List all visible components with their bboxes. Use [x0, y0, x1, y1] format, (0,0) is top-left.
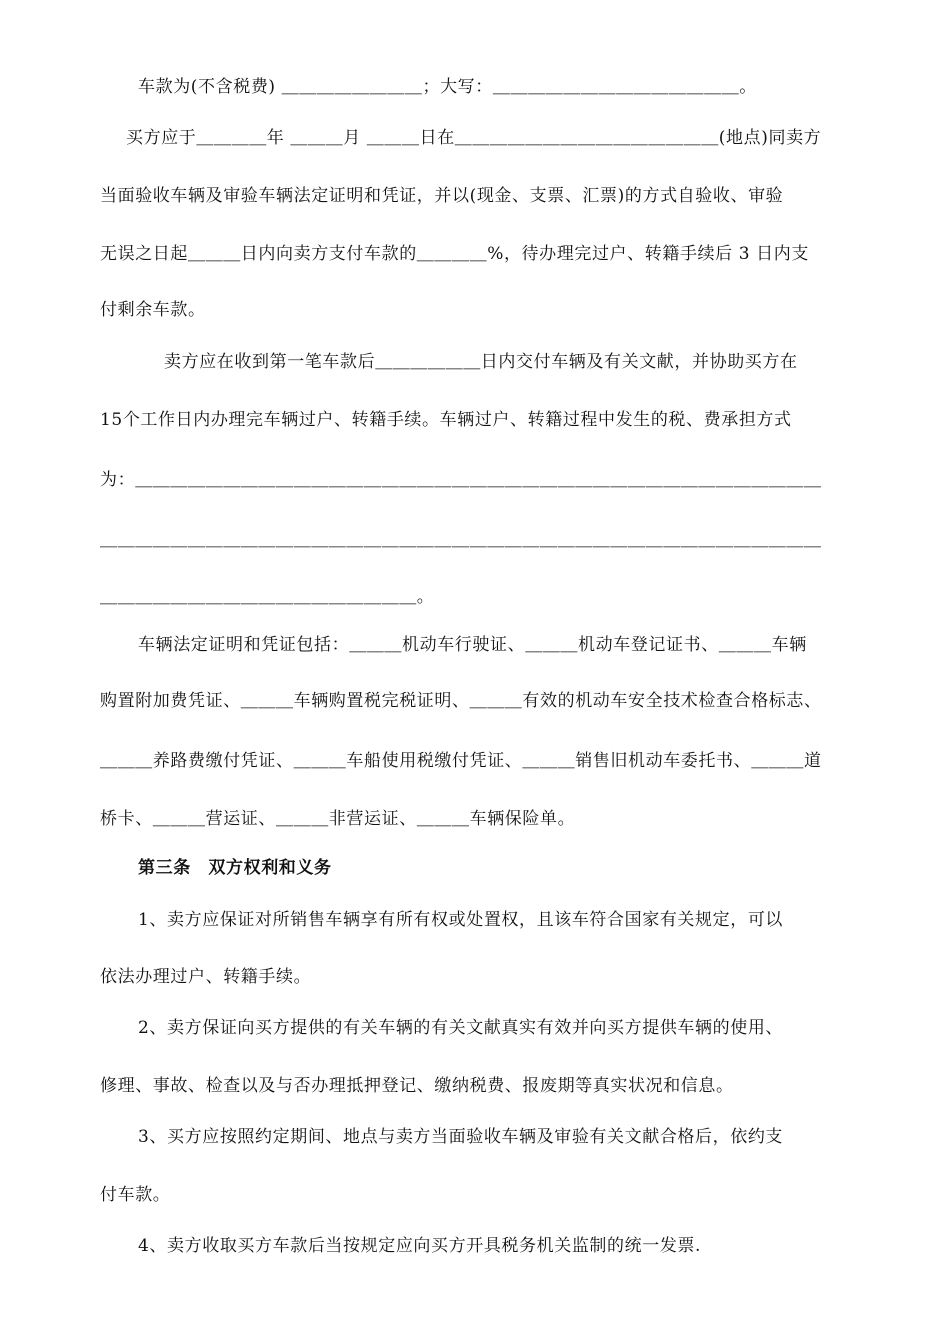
paragraph-line: 依法办理过户、转籍手续。	[100, 967, 312, 987]
paragraph-line: 修理、事故、检查以及与否办理抵押登记、缴纳税费、报废期等真实状况和信息。	[100, 1076, 734, 1096]
paragraph-line: 付车款。	[100, 1185, 171, 1205]
paragraph-line: 车辆法定证明和凭证包括：＿＿＿机动车行驶证、＿＿＿机动车登记证书、＿＿＿车辆	[138, 635, 807, 655]
paragraph-line: ＿＿＿＿＿＿＿＿＿＿＿＿＿＿＿＿＿＿。	[100, 587, 435, 607]
paragraph-line: 4、卖方收取买方车款后当按规定应向买方开具税务机关监制的统一发票.	[138, 1236, 702, 1256]
paragraph-line: 15个工作日内办理完车辆过户、转籍手续。车辆过户、转籍过程中发生的税、费承担方式	[100, 410, 792, 430]
paragraph-line: ＿＿＿养路费缴付凭证、＿＿＿车船使用税缴付凭证、＿＿＿销售旧机动车委托书、＿＿＿道	[100, 751, 822, 771]
paragraph-line: 付剩余车款。	[100, 300, 206, 320]
paragraph-line: 桥卡、＿＿＿营运证、＿＿＿非营运证、＿＿＿车辆保险单。	[100, 809, 576, 829]
paragraph-line: 购置附加费凭证、＿＿＿车辆购置税完税证明、＿＿＿有效的机动车安全技术检查合格标志、	[100, 691, 822, 711]
paragraph-line: 3、买方应按照约定期间、地点与卖方当面验收车辆及审验有关文献合格后，依约支	[138, 1127, 784, 1147]
paragraph-line: 2、卖方保证向买方提供的有关车辆的有关文献真实有效并向买方提供车辆的使用、	[138, 1018, 784, 1038]
paragraph-line: 1、卖方应保证对所销售车辆享有所有权或处置权，且该车符合国家有关规定，可以	[138, 910, 784, 930]
paragraph-line: ＿＿＿＿＿＿＿＿＿＿＿＿＿＿＿＿＿＿＿＿＿＿＿＿＿＿＿＿＿＿＿＿＿＿＿＿＿＿＿＿＿	[100, 530, 822, 550]
paragraph-line: 当面验收车辆及审验车辆法定证明和凭证，并以(现金、支票、汇票)的方式自验收、审验	[100, 186, 784, 206]
paragraph-line: 卖方应在收到第一笔车款后＿＿＿＿＿＿日内交付车辆及有关文献，并协助买方在	[164, 352, 798, 372]
paragraph-line: 买方应于＿＿＿＿年 ＿＿＿月 ＿＿＿日在＿＿＿＿＿＿＿＿＿＿＿＿＿＿＿(地点)同卖方	[126, 128, 822, 148]
paragraph-line: 为：＿＿＿＿＿＿＿＿＿＿＿＿＿＿＿＿＿＿＿＿＿＿＿＿＿＿＿＿＿＿＿＿＿＿＿＿＿＿＿	[100, 470, 822, 490]
section-heading: 第三条 双方权利和义务	[138, 858, 332, 878]
paragraph-line: 无误之日起＿＿＿日内向卖方支付车款的＿＿＿＿%，待办理完过户、转籍手续后 3 日内支	[100, 244, 809, 264]
paragraph-line: 车款为(不含税费) ＿＿＿＿＿＿＿＿；大写：＿＿＿＿＿＿＿＿＿＿＿＿＿＿。	[138, 77, 757, 97]
